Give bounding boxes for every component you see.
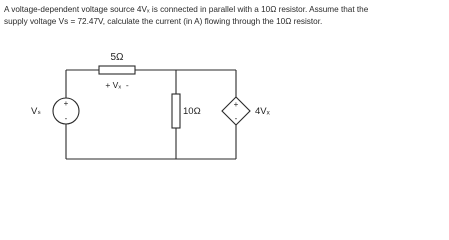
vs-label: Vₛ	[31, 106, 41, 117]
dependent-minus-sign: -	[234, 114, 238, 123]
circuit-wires	[63, 70, 236, 159]
dependent-plus-sign: +	[233, 100, 239, 109]
resistor-10-ohm	[172, 94, 180, 128]
resistor-5-ohm-label: 5Ω	[110, 52, 124, 63]
resistor-10-ohm-label: 10Ω	[183, 106, 201, 117]
vx-polarity-label: + Vₓ -	[105, 80, 129, 90]
dependent-source-label: 4Vₓ	[255, 106, 270, 117]
question-line-1: A voltage-dependent voltage source 4Vₓ is connected in parallel with a 10Ω resistor. Assume that the	[4, 5, 369, 14]
resistor-5-ohm	[99, 66, 135, 74]
vs-plus-sign: +	[63, 99, 69, 108]
vs-minus-sign: -	[64, 114, 68, 123]
question-line-2: supply voltage Vs = 72.47V, calculate the current (in A) flowing through the 10Ω resistor.	[4, 17, 323, 26]
